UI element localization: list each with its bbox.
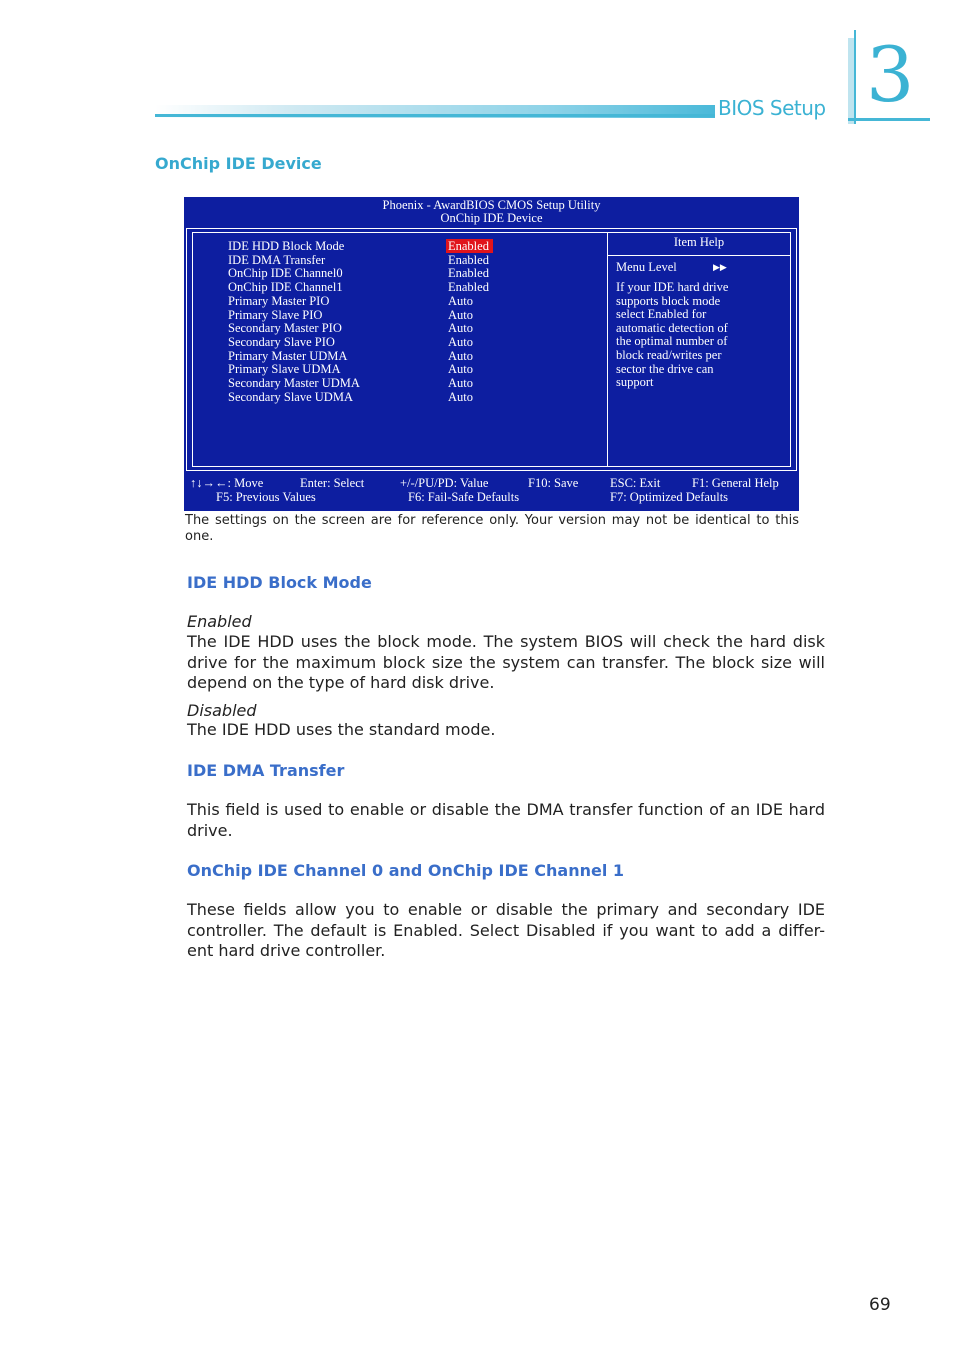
help-line: the optimal number of: [616, 334, 728, 349]
key-move: ↑↓→←: Move: [190, 476, 264, 490]
option-label[interactable]: Primary Master PIO: [228, 293, 330, 308]
channels-description: These fields allow you to enable or disable the primary and secondary IDE controller. The default is Enabled. Select Disabled if you want to add a differ-ent hard drive controller.: [187, 900, 825, 960]
section-title: OnChip IDE Device: [155, 154, 322, 173]
option-value[interactable]: Auto: [448, 307, 473, 322]
option-value[interactable]: Auto: [448, 334, 473, 349]
option-value-selected[interactable]: Enabled: [446, 239, 493, 253]
enabled-description: The IDE HDD uses the block mode. The system BIOS will check the hard disk drive for the maximum block size the system can transfer. The block size will depend on the type of hard disk drive.: [187, 632, 825, 692]
option-label[interactable]: Primary Slave PIO: [228, 307, 323, 322]
heading-block-mode: IDE HDD Block Mode: [187, 573, 372, 592]
option-value[interactable]: Enabled: [448, 280, 489, 295]
bios-inner-frame: [192, 232, 791, 467]
option-value[interactable]: Auto: [448, 348, 473, 363]
dma-description: This field is used to enable or disable the DMA transfer function of an IDE hard drive.: [187, 800, 825, 840]
disabled-label: Disabled: [187, 701, 257, 720]
bios-page-title: OnChip IDE Device: [440, 211, 543, 225]
enabled-label: Enabled: [187, 612, 252, 631]
option-value[interactable]: Auto: [448, 321, 473, 336]
bios-utility-title: Phoenix - AwardBIOS CMOS Setup Utility: [382, 198, 601, 212]
option-value[interactable]: Auto: [448, 376, 473, 390]
bios-screen: [184, 197, 799, 511]
option-label[interactable]: Secondary Slave UDMA: [228, 389, 353, 404]
help-line: sector the drive can: [616, 361, 714, 376]
key-value: +/-/PU/PD: Value: [400, 476, 489, 490]
option-label[interactable]: OnChip IDE Channel0: [228, 266, 343, 281]
screenshot-caption: The settings on the screen are for reference only. Your version may not be identical to this one.: [185, 513, 799, 544]
help-line: select Enabled for: [616, 307, 707, 322]
help-separator: [607, 255, 790, 256]
key-f7: F7: Optimized Defaults: [610, 490, 729, 504]
item-help-text: [616, 281, 786, 390]
help-line: support: [616, 375, 654, 390]
help-line: automatic detection of: [616, 320, 728, 335]
option-value[interactable]: Auto: [448, 293, 473, 308]
chapter-number: 3: [866, 30, 915, 119]
disabled-description: The IDE HDD uses the standard mode.: [187, 720, 496, 739]
option-label[interactable]: Secondary Slave PIO: [228, 334, 335, 349]
item-help-title: Item Help: [673, 235, 725, 249]
option-value[interactable]: Enabled: [448, 252, 489, 267]
option-label[interactable]: Secondary Master PIO: [228, 321, 342, 336]
option-label[interactable]: IDE DMA Transfer: [228, 252, 326, 267]
page-number: 69: [869, 1295, 891, 1315]
option-label[interactable]: IDE HDD Block Mode: [228, 239, 345, 253]
option-label[interactable]: Primary Master UDMA: [228, 348, 348, 363]
key-f6: F6: Fail-Safe Defaults: [408, 490, 520, 504]
option-label[interactable]: OnChip IDE Channel1: [228, 280, 343, 295]
option-value[interactable]: Enabled: [448, 266, 489, 281]
option-value[interactable]: Auto: [448, 362, 473, 377]
key-f5: F5: Previous Values: [216, 490, 316, 504]
help-line: block read/writes per: [616, 347, 722, 362]
option-label[interactable]: Primary Slave UDMA: [228, 362, 341, 377]
menu-level-label: Menu Level: [616, 260, 677, 274]
help-line: supports block mode: [616, 293, 721, 308]
option-label[interactable]: Secondary Master UDMA: [228, 376, 360, 390]
help-line: If your IDE hard drive: [616, 280, 729, 294]
option-value[interactable]: Auto: [448, 389, 473, 404]
bios-panel-divider: [607, 233, 608, 466]
heading-ide-channels: OnChip IDE Channel 0 and OnChip IDE Channel 1: [187, 861, 625, 880]
header-rule: [155, 114, 715, 117]
menu-level-arrows-icon: ▶▶: [713, 262, 727, 272]
key-enter: Enter: Select: [300, 476, 365, 490]
heading-dma-transfer: IDE DMA Transfer: [187, 761, 345, 780]
key-f1: F1: General Help: [692, 476, 779, 490]
key-esc: ESC: Exit: [610, 476, 661, 490]
key-f10: F10: Save: [528, 476, 579, 490]
bios-outer-frame: [186, 228, 797, 471]
chapter-title: BIOS Setup: [718, 96, 826, 120]
